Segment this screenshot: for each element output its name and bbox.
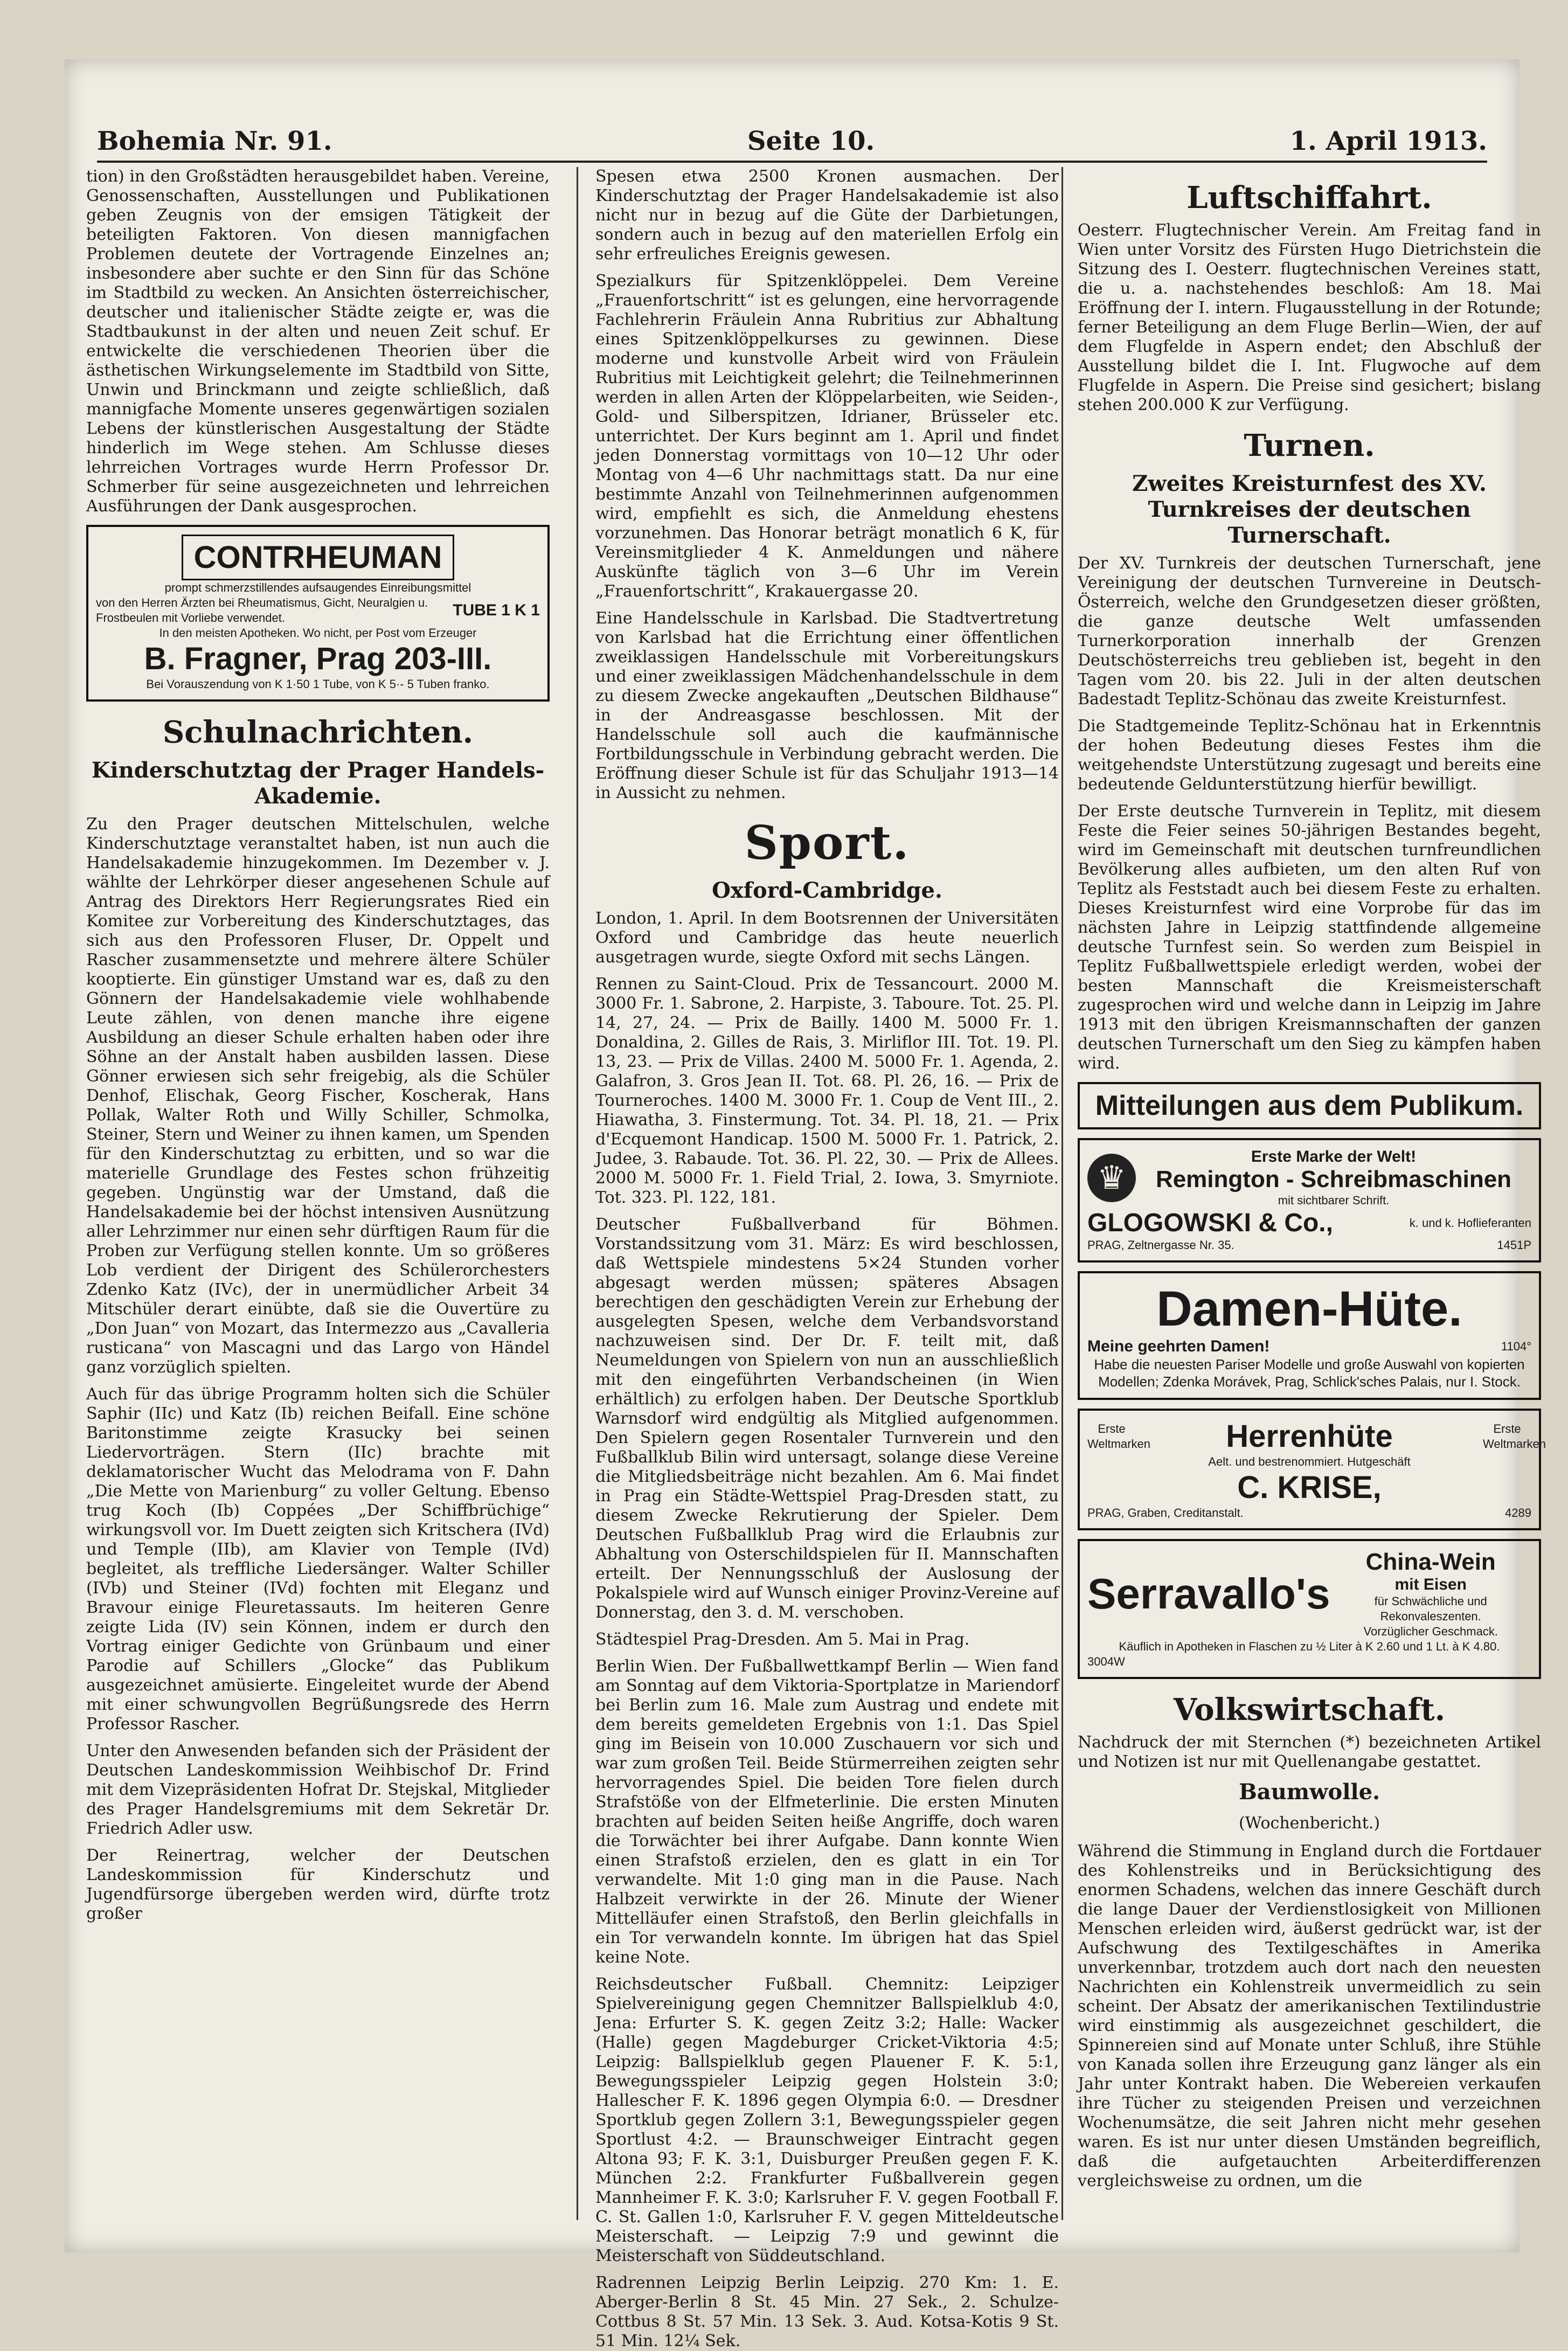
ad-product: China-Wein bbox=[1365, 1549, 1496, 1575]
header-page: Seite 10. bbox=[747, 126, 875, 156]
article-text: Unter den Anwesenden befanden sich der Präsident der Deutschen Landeskommission Weihbischof Dr. Frind mit dem Vizepräsidenten Hofrat Dr. Stejskal, Mitglieder des Prager Handelsgremiums mit dem Sekretär Dr. Friedrich Adler usw. bbox=[86, 1742, 550, 1838]
remington-ad bbox=[1078, 1138, 1541, 1263]
ad-num: 4289 bbox=[1505, 1506, 1531, 1520]
ad-title: Herrenhüte bbox=[1226, 1419, 1393, 1454]
section-heading: Turnen. bbox=[1244, 428, 1375, 463]
header-date: 1. April 1913. bbox=[1289, 126, 1487, 156]
article-text: Der Reinertrag, welcher der Deutschen Landeskommission für Kinderschutz und Jugendfürsorge übergeben werden wird, dürfte trotz großer bbox=[86, 1846, 550, 1923]
newspaper-page bbox=[65, 59, 1546, 2350]
section-heading: Sport. bbox=[744, 816, 910, 870]
article-text: Radrennen Leipzig Berlin Leipzig. 270 Km: 1. E. Aberger-Berlin 8 St. 45 Min. 27 Sek., 2. Schulze-Cottbus 8 St. 57 Min. 13 Sek. 3. Aud. Kotsa-Kotis 9 St. 51 Min. 12¼ Sek. bbox=[595, 2273, 1059, 2350]
section-heading: Schulnachrichten. bbox=[162, 715, 474, 750]
article-text: Reichsdeutscher Fußball. Chemnitz: Leipziger Spielvereinigung gegen Chemnitzer Ballspielklub 4:0, Jena: Erfurter S. K. gegen Zeitz 3:2; Halle: Wacker (Halle) gegen Magdeburger Cricket-Viktoria 4:5; Leipzig: Ballspielklub gegen Plauener F. K. 5:1, Bewegungsspieler Leipzig gegen Holstein 3:0; Hallescher F. K. 1896 gegen Olympia 6:0. — Dresdner Sportklub gegen Zollern 3:1, Bewegungsspieler gegen Sportlust 4:2. — Braunschweiger Eintracht gegen Altona 93; F. K. 3:1, Duisburger Preußen gegen F. K. München 2:2. Frankfurter Fußballverein gegen Mannheimer F. K. 3:0; Karlsruher F. V. gegen Football F. C. St. Gallen 1:0, Karlsruher F. V. gegen Mitteldeutsche Meisterschaft. — Leipzig 7:9 und gewinnt die Meisterschaft von Süddeutschland. bbox=[595, 1975, 1059, 2265]
ad-title: Damen-Hüte. bbox=[1156, 1281, 1462, 1336]
page-header bbox=[97, 119, 1487, 163]
ad-brand: Serravallo's bbox=[1087, 1570, 1330, 1618]
article-heading: Oxford-Cambridge. bbox=[712, 878, 942, 903]
header-issue: Bohemia Nr. 91. bbox=[97, 126, 332, 156]
ad-num: 1104° bbox=[1501, 1340, 1531, 1353]
column-rule bbox=[577, 167, 578, 2220]
article-text: Berlin Wien. Der Fußballwettkampf Berlin — Wien fand am Sonntag auf dem Viktoria-Sportplatze in Mariendorf bei Berlin zum 16. Male zum Austrag und endete mit dem bereits gemeldeten Ergebnis von 1:1. Das Spiel ging im Beisein von 10.000 Zuschauern vor sich und war zum großen Teil. Beide Stürmerreihen zeigten sehr hervorragendes Spiel. Die beiden Tore fielen durch Strafstöße von der Elfmeterlinie. Die ersten Minuten brachten auf beiden Seiten heiße Angriffe, doch waren die Torwächter bei ihrer Aufgabe. Dann konnte Wien einen Strafstoß erzielen, den es glatt in ein Tor verwandelte. Mit 1:0 ging man in die Pause. Nach Halbzeit verwirkte in der 26. Minute der Wiener Mittelläufer einen Strafstoß, den Berlin gleichfalls in ein Tor verwandeln konnte. Im übrigen hat das Spiel keine Note. bbox=[595, 1657, 1059, 1967]
ad-line: mit sichtbarer Schrift. bbox=[1278, 1194, 1390, 1207]
article-text: Der XV. Turnkreis der deutschen Turnerschaft, jene Vereinigung der deutschen Turnvereine in Deutsch-Österreich, welche den Grundgesetzen dieser größten, die ganze deutsche Welt umfassenden Turnerkorporation innerhalb der Grenzen Deutschösterreichs treu geblieben ist, begeht in den Tagen vom 20. bis 22. Juli in der alten deutschen Badestadt Teplitz-Schönau das zweite Kreisturnfest. bbox=[1078, 554, 1541, 709]
ad-greet: Meine geehrten Damen! bbox=[1087, 1337, 1270, 1355]
article-text: tion) in den Großstädten herausgebildet haben. Vereine, Genossenschaften, Ausstellungen und Publikationen geben Zeugnis von der emsigen Tätigkeit der beteiligten Faktoren. Von diesen mannigfachen Problemen deutete der Vortragende Einzelnes an; insbesondere aber suchte er den Sinn für das Schöne im Stadtbild zu wecken. An Ansichten österreichischer, deutscher und italienischer Städte zeigte er, was die Stadtbaukunst in der alten und neuen Zeit schuf. Er entwickelte die verschiedenen Theorien über die ästhetischen Wirkungselemente im Stadtbild von Sitte, Unwin und Brinckmann und zeigte schließlich, daß mannigfache Momente unseres gegenwärtigen sozialen Lebens der künstlerischen Ausgestaltung der Städte hinderlich im Wege stehen. Am Schlusse dieses lehrreichen Vortrages wurde Herrn Professor Dr. Schmerber für seine ausgezeichneten und lehrreichen Ausführungen der Dank ausgesprochen. bbox=[86, 167, 550, 516]
ad-desc: von den Herren Ärzten bei Rheumatismus, Gicht, Neuralgien u. Frostbeulen mit Vorliebe verwendet. bbox=[96, 596, 428, 625]
ad-brand: CONTRHEUMAN bbox=[182, 535, 455, 580]
ad-ship: Bei Vorauszendung von K 1·50 1 Tube, von K 5·- 5 Tuben franko. bbox=[146, 677, 490, 691]
ad-product: Remington - Schreibmaschinen bbox=[1155, 1166, 1512, 1192]
section-heading: Volkswirtschaft. bbox=[1173, 1692, 1446, 1728]
ad-num: 1451P bbox=[1497, 1238, 1531, 1252]
damenhuete-ad bbox=[1078, 1271, 1541, 1400]
ad-sale: Käuflich in Apotheken in Flaschen zu ½ Liter à K 2.60 und 1 Lt. à K 4.80. bbox=[1119, 1640, 1500, 1653]
ad-top: Erste Marke der Welt! bbox=[1251, 1148, 1417, 1166]
ad-addr: PRAG, Zeltnergasse Nr. 35. bbox=[1087, 1238, 1234, 1252]
ad-note: Vorzüglicher Geschmack. bbox=[1363, 1625, 1498, 1638]
article-subheading: (Wochenbericht.) bbox=[1238, 1814, 1380, 1833]
ad-right: k. und k. Hoflieferanten bbox=[1409, 1216, 1531, 1230]
article-text: Spesen etwa 2500 Kronen ausmachen. Der Kinderschutztag der Prager Handelsakademie ist also nicht nur in bezug auf die Güte der Darbietungen, sondern auch in bezug auf den materiellen Erfolg ein sehr erfreuliches Ereignis gewesen. bbox=[595, 167, 1059, 263]
ad-firm: C. KRISE, bbox=[1237, 1470, 1382, 1505]
ad-with: mit Eisen bbox=[1394, 1576, 1467, 1593]
column-left bbox=[86, 167, 550, 2220]
column-right bbox=[1078, 167, 1546, 2220]
article-text: Eine Handelsschule in Karlsbad. Die Stadtvertretung von Karlsbad hat die Errichtung einer öffentlichen zweiklassigen Handelsschule mit Vorbereitungskurs und einer zweiklassigen Mädchenhandelsschule in dem zu diesem Zwecke angekauften „Deutschen Bildhause“ in der Andreasgasse beschlossen. Mit der Handelsschule soll auch die kaufmännische Fortbildungsschule in Verbindung gebracht werden. Die Eröffnung dieser Schule ist für das Schuljahr 1913—14 in Aussicht zu nehmen. bbox=[595, 609, 1059, 802]
article-text: London, 1. April. In dem Bootsrennen der Universitäten Oxford und Cambridge das heute neuerlich ausgetragen wurde, siegte Oxford mit sechs Längen. bbox=[595, 909, 1059, 967]
ad-firm: GLOGOWSKI & Co., bbox=[1087, 1209, 1333, 1237]
article-text: Während die Stimmung in England durch die Fortdauer des Kohlenstreiks und in Berücksichtigung des enormen Schadens, welchen das innere Geschäft durch die lange Dauer der Verdienstlosigkeit von Millionen Menschen erleiden wird, äußerst gedrückt war, ist der Aufschwung des Textilgeschäftes in Amerika unverkennbar, trotzdem auch dort nach den neuesten Nachrichten ein Kohlenstreik unvermeidlich zu sein scheint. Der Absatz der amerikanischen Textilindustrie wird einstimmig als ausgezeichnet geschildert, die Spinnereien sind auf Monate unter Schluß, ihre Stühle von Kanada sollen ihre Erzeugung ganz länger als ein Jahr unter Kontrakt haben. Die Webereien verkaufen ihre Tücher zu steigenden Preisen und verzeichnen Wochenumsätze, die seit Jahren nicht mehr gesehen waren. Es ist nur unter diesen Umständen begreiflich, daß die aufgetauchten Arbeiterdifferenzen vergleichsweise zu ordnen, um die bbox=[1078, 1842, 1541, 2190]
serravallo-ad bbox=[1078, 1539, 1541, 1679]
ad-where: In den meisten Apotheken. Wo nicht, per Post vom Erzeuger bbox=[159, 626, 477, 640]
article-text: Oesterr. Flugtechnischer Verein. Am Freitag fand in Wien unter Vorsitz des Fürsten Hugo Dietrichstein die Sitzung des I. Oesterr. flugtechnischen Vereines statt, die u. a. nachstehendes beschloß: Am 18. Mai Eröffnung der I. intern. Flugausstellung in der Rotunde; ferner Beteiligung an dem Fluge Berlin—Wien, der auf dem Flugfelde in Aspern endet; den Abschluß der Ausstellung bildet die I. Int. Flugwoche auf dem Flugfelde in Aspern. Die Preise sind gesichert; bislang stehen 200.000 K zur Verfügung. bbox=[1078, 221, 1541, 414]
article-text: Spezialkurs für Spitzenklöppelei. Dem Vereine „Frauenfortschritt“ ist es gelungen, eine hervorragende Fachlehrerin Fräulein Anna Rubritius zur Abhaltung eines Spitzenklöppelkurses zu gewinnen. Diese moderne und kunstvolle Arbeit wird von Fräulein Rubritius mit Leichtigkeit gelehrt; die Teilnehmerinnen werden in allen Arten der Klöppelarbeiten, wie Seiden-, Gold- und Silberspitzen, Idrianer, Brüsseler etc. unterrichtet. Der Kurs beginnt am 1. April und findet jeden Donnerstag vormittags von 10—12 Uhr oder Montag von 4—6 Uhr nachmittags statt. Da nur eine bestimmte Anzahl von Teilnehmerinnen aufgenommen wird, empfiehlt es sich, die Anmeldung ehestens vorzunehmen. Das Honorar beträgt monatlich 6 K, für Vereinsmitglieder 4 K. Anmeldungen und nähere Auskünfte täglich von 3—6 Uhr im Verein „Frauenfortschritt“, Krakauergasse 20. bbox=[595, 272, 1059, 601]
article-text: Der Erste deutsche Turnverein in Teplitz, mit diesem Feste die Feier seines 50-jährigen Bestandes begeht, wird im Gemeinschaft mit deutschen turnfreundlichen Bevölkerung alles aufbieten, um den alten Ruf von Teplitz als Feststadt auch bei diesem Feste zu erhalten. Dieses Kreisturnfest wird eine Vorprobe für das im nächsten Jahre in Leipzig stattfindende allgemeine deutsche Turnfest sein. So werden zum Beispiel in Teplitz Fußballwettspiele erledigt werden, wobei der besten Mannschaft die Kreismeisterschaft zugesprochen wird und welche dann in Leipzig im Jahre 1913 mit den übrigen Kreismannschaften der ganzen deutschen Turnerschaft um den Sieg zu kämpfen haben wird. bbox=[1078, 802, 1541, 1073]
article-text: Städtespiel Prag-Dresden. Am 5. Mai in Prag. bbox=[595, 1630, 970, 1649]
publikum-banner: Mitteilungen aus dem Publikum. bbox=[1078, 1082, 1541, 1129]
article-text: Zu den Prager deutschen Mittelschulen, welche Kinderschutztage veranstaltet haben, ist nun auch die Handelsakademie hinzugekommen. Im Dezember v. J. wählte der Lehrkörper dieser angesehenen Schule auf Antrag des Direktors Herr Regierungsrates Ried ein Komitee zur Vorbereitung des Kinderschutztages, das sich aus den Professoren Fluser, Dr. Oppelt und Rascher zusammensetzte und mehrere ältere Schüler kooptierte. Ein günstiger Umstand war es, daß zu den Gönnern der Handelsakademie viele wohlhabende Leute zählen, von denen manche ihre eigene Ausbildung an dieser Schule erhalten haben oder ihre Söhne an der Anstalt haben ausbilden lassen. Diese Gönner erwiesen sich sehr freigebig, als die Schüler Denhof, Elischak, Georg Fischer, Koscherak, Hans Pollak, Walter Roth und Willy Schiller, Schmolka, Steiner, Stern und Weiner zu ihnen kamen, um Spenden für den Kinderschutztag zu erbitten, und so war die materielle Grundlage des Festes schon frühzeitig gegeben. Ungünstig war der Umstand, daß die Handelsakademie bei der höchst intensiven Ausnützung aller Lehrzimmer nur einen sehr dürftigen Raum für die Proben zur Verfügung stellen konnte. Um so größeres Lob verdient der Dirigent des Schülerorchesters Zdenko Katz (IVc), der in unermüdlicher Arbeit 34 Mitschüler derart einübte, daß sie die Ouvertüre zu „Don Juan“ von Mozart, das Intermezzo aus „Cavalleria rusticana“ von Mascagni und das Largo von Händel ganz vorzüglich spielten. bbox=[86, 815, 550, 1377]
ad-for: für Schwächliche und Rekonvaleszenten. bbox=[1374, 1594, 1487, 1623]
ad-addr: PRAG, Graben, Creditanstalt. bbox=[1087, 1506, 1244, 1520]
ad-maker: B. Fragner, Prag 203-III. bbox=[144, 641, 492, 676]
ad-right: Erste Weltmarken bbox=[1483, 1421, 1546, 1451]
ad-line: Aelt. und bestrenommiert. Hutgeschäft bbox=[1208, 1455, 1411, 1468]
article-heading: Kinderschutztag der Prager Handels-Akademie. bbox=[91, 758, 545, 809]
article-text: Die Stadtgemeinde Teplitz-Schönau hat in Erkenntnis der hohen Bedeutung dieses Festes ihm die weitgehendste Unterstützung zugesagt und bereits eine bedeutende Geldunterstützung hierfür bewilligt. bbox=[1078, 717, 1541, 794]
ad-tube: TUBE 1 K 1 bbox=[453, 601, 540, 619]
ad-left: Erste Weltmarken bbox=[1087, 1421, 1150, 1451]
herrenhuete-ad bbox=[1078, 1409, 1546, 1530]
ad-tag: prompt schmerzstillendes aufsaugendes Einreibungsmittel bbox=[164, 581, 471, 594]
article-heading: Baumwolle. bbox=[1238, 1779, 1380, 1805]
section-heading: Luftschiffahrt. bbox=[1187, 180, 1432, 216]
eagle-icon: ♛ bbox=[1087, 1154, 1136, 1202]
article-text: Rennen zu Saint-Cloud. Prix de Tessancourt. 2000 M. 3000 Fr. 1. Sabrone, 2. Harpiste, 3. Taboure. Tot. 25. Pl. 14, 27, 24. — Prix de Bailly. 1400 M. 5000 Fr. 1. Donaldina, 2. Gilles de Rais, 3. Mirliflor III. Tot. 19. Pl. 13, 23. — Prix de Villas. 2400 M. 5000 Fr. 1. Agenda, 2. Galafron, 3. Gros Jean II. Tot. 68. Pl. 26, 16. — Prix de Tourneroches. 1400 M. 3000 Fr. 1. Coup de Vent III., 2. Hiawatha, 3. Finstermung. Tot. 34. Pl. 18, 21. — Prix d'Ecquemont Handicap. 1500 M. 5000 Fr. 1. Patrick, 2. Judee, 3. Rabaude. Tot. 36. Pl. 22, 30. — Prix de Allees. 2000 M. 5000 Fr. 1. Field Trial, 2. Iowa, 3. Smyrniote. Tot. 323. Pl. 122, 181. bbox=[595, 975, 1059, 1207]
contrheuman-ad bbox=[86, 525, 550, 702]
ad-num: 3004W bbox=[1087, 1655, 1125, 1668]
ad-body: Habe die neuesten Pariser Modelle und große Auswahl von kopierten Modellen; Zdenka Morávek, Prag, Schlick'sches Palais, nur I. Stock. bbox=[1094, 1356, 1525, 1390]
article-heading: Zweites Kreisturnfest des XV. Turnkreises der deutschen Turnerschaft. bbox=[1132, 471, 1487, 548]
column-middle bbox=[595, 167, 1059, 2350]
column-rule bbox=[1061, 167, 1063, 2220]
article-text: Auch für das übrige Programm holten sich die Schüler Saphir (IIc) und Katz (Ib) reichen Beifall. Eine schöne Baritonstimme zeigte Krasucky bei seinen Liedervorträgen. Stern (IIc) brachte mit deklamatorischer Wucht das Melodrama von F. Dahn „Die Mette von Marienburg“ zu voller Geltung. Ebenso trug Koch (Ib) Coppées „Der Schiffbrüchige“ wirkungsvoll vor. Im Duett zeigten sich Kritschera (IVd) und Temple (IIb), am Klavier von Temple (IVd) begleitet, als treffliche Liedersänger. Walter Schiller (IVb) und Steiner (IVd) fochten mit Eleganz und Bravour einige Fleuretassauts. Im heiteren Genre zeigte Lida (IV) sein Können, indem er durch den Vortrag einiger Gedichte von Grünbaum und einer Parodie auf Schillers „Glocke“ das Publikum ausgezeichnet amüsierte. Eingeleitet wurde der Abend mit einer schwungvollen Begrüßungsrede des Herrn Professor Rascher. bbox=[86, 1385, 550, 1733]
article-text: Nachdruck der mit Sternchen (*) bezeichneten Artikel und Notizen ist nur mit Quellenangabe gestattet. bbox=[1078, 1733, 1541, 1771]
article-text: Deutscher Fußballverband für Böhmen. Vorstandssitzung vom 31. März: Es wird beschlossen, daß Wettspiele mindestens 5×24 Stunden vorher abgesagt werden müssen; späteres Absagen berechtigen den geschädigten Verein zur Erhebung der ausgelegten Spesen, welche dem Verbandsvorstand nachzuweisen sind. Der Dr. F. teilt mit, daß Neumeldungen von Spielern von nun an ausschließlich mit den eingeführten Verbandscheinen (in Wien erhältlich) zu erfolgen haben. Der Deutsche Sportklub Warnsdorf wird endgültig als Mitglied aufgenommen. Den Spielern gegen Rosentaler Turnverein und den Fußballklub Bilin wird untersagt, solange diese Vereine die Mitgliedsbeiträge nicht bezahlen. Am 6. Mai findet in Prag ein Städte-Wettspiel Prag-Dresden statt, zu diesem Zwecke Rekrutierung der Spieler. Dem Deutschen Fußballklub Prag wird die Erlaubnis zur Abhaltung von Osterschildspielen für II. Mannschaften erteilt. Der Nennungsschluß der Auslosung der Pokalspiele wird auf Wunsch einiger Provinz-Vereine auf Donnerstag, den 3. d. M. verschoben. bbox=[595, 1215, 1059, 1622]
